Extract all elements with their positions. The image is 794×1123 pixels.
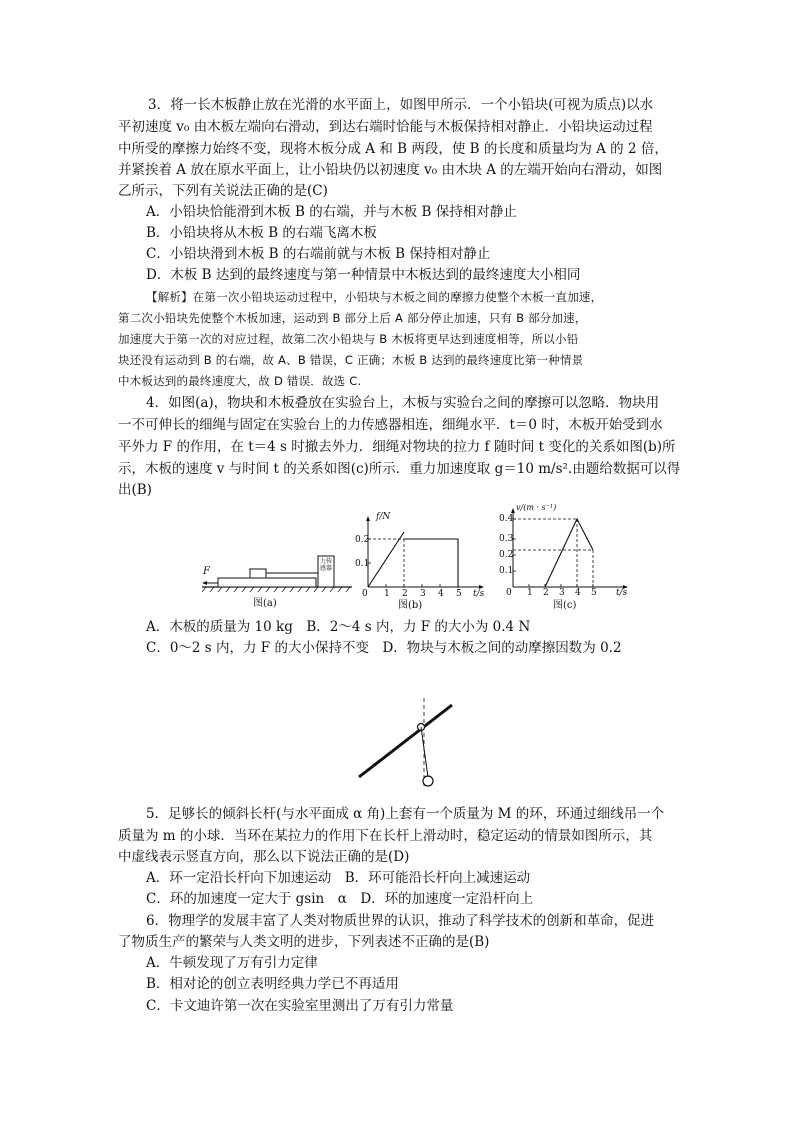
figure-b-xtick: 1: [384, 589, 390, 599]
q3-stem-line: 3．将一长木板静止放在光滑的水平面上，如图甲所示．一个小铅块(可视为质点)以水: [148, 97, 654, 113]
figure-c-ytick: 0.1: [499, 566, 514, 576]
q6-stem-line: 了物质生产的繁荣与人类文明的进步，下列表述不正确的是(B): [118, 934, 490, 950]
q3-option-a: A．小铅块恰能滑到木板 B 的右端，并与木板 B 保持相对静止: [146, 204, 517, 220]
figure-c-xtick: 3: [559, 588, 565, 598]
q5-stem-line: 中虚线表示竖直方向，那么以下说法正确的是(D): [118, 849, 410, 865]
q6-stem-line: 6．物理学的发展丰富了人类对物质世界的认识，推动了科学技术的创新和革命，促进: [146, 913, 655, 929]
q3-analysis-line: 第二次小铅块先使整个木板加速，运动到 B 部分上后 A 部分停止加速，只有 B 部分加速，: [118, 311, 587, 325]
inclined-rod-diagram: [354, 695, 462, 789]
figure-b-chart: [346, 508, 488, 600]
q5-options-row: C．环的加速度一定大于 gsin α D．环的加速度一定沿杆向上: [146, 891, 534, 907]
figure-b-xlabel: t/s: [473, 589, 485, 599]
q3-stem-line: 并紧挨着 A 放在原水平面上，让小铅块仍以初速度 v₀ 由木块 A 的左端开始向右滑动，如图: [118, 162, 663, 178]
figure-b-xtick: 3: [420, 589, 426, 599]
q4-stem-line: 示，木板的速度 v 与时间 t 的关系如图(c)所示．重力加速度取 g＝10 m/s².由题给数据可以得: [118, 461, 681, 477]
q3-option-b: B．小铅块将从木板 B 的右端飞离木板: [146, 225, 377, 241]
figure-c-xtick: 2: [543, 588, 549, 598]
figure-b-ylabel: f/N: [376, 512, 391, 522]
figure-b-xtick: 5: [456, 589, 462, 599]
q4-stem-line: 平外力 F 的作用，在 t＝4 s 时撤去外力．细绳对物块的拉力 f 随时间 t 变化的关系如图(b)所: [118, 439, 676, 455]
figure-c-xtick: 4: [575, 588, 581, 598]
q4-stem-line: 4．如图(a)，物块和木板叠放在实验台上，木板与实验台之间的摩擦可以忽略．物块用: [146, 395, 660, 411]
figure-c-xtick: 5: [591, 588, 597, 598]
force-sensor-label: 力传感器: [320, 558, 333, 572]
figure-b-ytick: 0.2: [355, 535, 370, 545]
figure-c-xlabel: t/s: [616, 588, 628, 598]
q6-option-a: A．牛顿发现了万有引力定律: [146, 955, 318, 971]
q3-option-d: D．木板 B 达到的最终速度与第一种情景中木板达到的最终速度大小相同: [146, 267, 581, 283]
q4-stem-line: 一不可伸长的细绳与固定在实验台上的力传感器相连，细绳水平．t＝0 时，木板开始受到水: [118, 417, 663, 433]
q5-stem-line: 质量为 m 的小球．当环在某拉力的作用下在长杆上滑动时，稳定运动的情景如图所示，其: [118, 828, 653, 844]
q3-analysis-line: 【解析】在第一次小铅块运动过程中，小铅块与木板之间的摩擦力使整个木板一直加速，: [146, 290, 603, 304]
q6-option-b: B．相对论的创立表明经典力学已不再适用: [146, 976, 399, 992]
figure-a-caption: 图(a): [253, 598, 277, 609]
q3-option-c: C．小铅块滑到木板 B 的右端前就与木板 B 保持相对静止: [146, 246, 491, 262]
figure-c-ytick: 0.3: [499, 534, 514, 544]
q3-analysis-line: 块还没有运动到 B 的右端，故 A、B 错误，C 正确；木板 B 达到的最终速度比第一种情景: [118, 353, 584, 367]
figure-b-caption: 图(b): [398, 600, 423, 611]
figure-b-xtick: 2: [402, 589, 408, 599]
q4-options-row: A．木板的质量为 10 kg B．2～4 s 内，力 F 的大小为 0.4 N: [146, 619, 531, 635]
figure-c-ytick: 0.4: [499, 514, 514, 524]
figure-b-origin: 0: [362, 589, 368, 599]
figure-c-caption: 图(c): [553, 600, 577, 611]
q3-analysis-line: 加速度大于第一次的对应过程，故第二次小铅块与 B 木板将更早达到速度相等，所以小铅: [118, 332, 579, 346]
q3-analysis-line: 中木板达到的最终速度大，故 D 错误．故选 C.: [118, 374, 362, 388]
q5-stem-line: 5．足够长的倾斜长杆(与水平面成 α 角)上套有一个质量为 M 的环，环通过细线吊一个: [146, 806, 665, 822]
q6-option-c: C．卡文迪许第一次在实验室里测出了万有引力常量: [146, 998, 454, 1014]
q3-stem-line: 乙所示，下列有关说法正确的是(C): [118, 183, 328, 199]
figure-a-diagram: [198, 548, 356, 618]
figure-c-origin: 0: [506, 588, 512, 598]
q3-stem-line: 中所受的摩擦力始终不变，现将木板分成 A 和 B 两段，使 B 的长度和质量均为 A 的 2 倍，: [118, 141, 668, 157]
force-f-label: F: [203, 566, 210, 577]
figure-b-ytick: 0.1: [355, 559, 370, 569]
figure-b-xtick: 4: [438, 589, 444, 599]
q4-stem-line: 出(B): [118, 482, 152, 498]
figure-c-ylabel: v/(m · s⁻¹): [516, 503, 557, 512]
figure-c-chart: [492, 500, 642, 600]
q5-options-row: A．环一定沿长杆向下加速运动 B．环可能沿长杆向上减速运动: [146, 870, 531, 886]
figure-c-ytick: 0.2: [499, 550, 514, 560]
q3-stem-line: 平初速度 v₀ 由木板左端向右滑动，到达右端时恰能与木板保持相对静止．小铅块运动过程: [118, 119, 653, 135]
q4-options-row: C．0～2 s 内，力 F 的大小保持不变 D．物块与木板之间的动摩擦因数为 0.2: [146, 640, 622, 656]
figure-c-xtick: 1: [527, 588, 533, 598]
